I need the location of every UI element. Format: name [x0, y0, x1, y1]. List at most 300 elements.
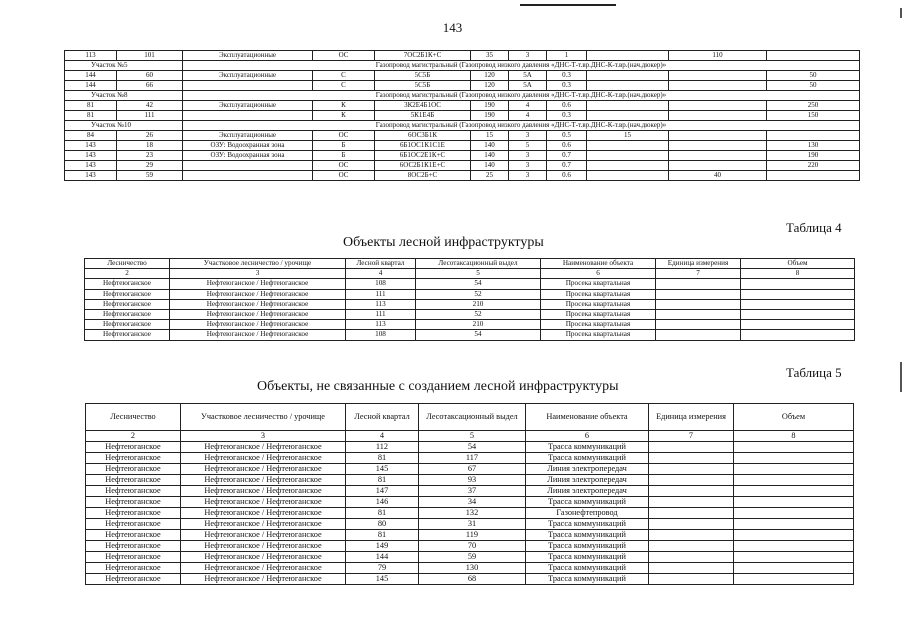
table-cell: [741, 299, 855, 309]
table-cell: [587, 151, 669, 161]
column-header: Лесничество: [86, 404, 181, 431]
table-cell: 52: [416, 310, 541, 320]
table-cell: [669, 81, 767, 91]
table-cell: Нефтеюганское: [86, 453, 181, 464]
table-row: [65, 141, 860, 151]
table-cell: 113: [346, 299, 416, 309]
table-cell: Нефтеюганское: [86, 464, 181, 475]
table-cell: 144: [65, 81, 117, 91]
table-cell: 117: [419, 453, 526, 464]
section-label: Участок №8: [65, 91, 183, 101]
table-cell: 111: [346, 310, 416, 320]
table-cell: 68: [419, 574, 526, 585]
table-cell: 18: [117, 141, 183, 151]
table-row: [85, 299, 855, 309]
table-row: [86, 453, 854, 464]
table-cell: 6Б1ОС2Е1К+С: [375, 151, 471, 161]
table-cell: [183, 171, 313, 181]
table-cell: 220: [767, 161, 860, 171]
table-cell: 59: [117, 171, 183, 181]
table-cell: ОС: [313, 161, 375, 171]
table-cell: [741, 289, 855, 299]
table-cell: Эксплуатационные: [183, 131, 313, 141]
table-cell: 130: [767, 141, 860, 151]
table-cell: 190: [471, 101, 509, 111]
table-cell: [656, 330, 741, 340]
table-cell: 3К2Е4Б1ОС: [375, 101, 471, 111]
table-cell: 113: [346, 320, 416, 330]
table-row: [85, 279, 855, 289]
table-cell: Нефтеюганское: [86, 563, 181, 574]
table-cell: Нефтеюганское / Нефтеюганское: [181, 464, 346, 475]
table-cell: 120: [471, 71, 509, 81]
table-cell: [734, 508, 854, 519]
table-cell: 81: [346, 530, 419, 541]
table-cell: [587, 111, 669, 121]
table-cell: 146: [346, 497, 419, 508]
table-cell: Нефтеюганское: [86, 552, 181, 563]
scan-edge-mark: [900, 362, 902, 392]
table-cell: [649, 464, 734, 475]
column-number: 4: [346, 431, 419, 442]
column-header: Единица измерения: [649, 404, 734, 431]
table-row: [86, 574, 854, 585]
table-cell: 190: [767, 151, 860, 161]
table-cell: Трасса коммуникаций: [526, 453, 649, 464]
table-cell: [656, 299, 741, 309]
table-cell: Трасса коммуникаций: [526, 563, 649, 574]
column-number-row: [85, 269, 855, 279]
table-cell: [587, 141, 669, 151]
table-cell: [734, 574, 854, 585]
table-cell: [649, 530, 734, 541]
column-number: 5: [416, 269, 541, 279]
table-cell: 5К1Е4Б: [375, 111, 471, 121]
table-cell: [669, 101, 767, 111]
table-cell: 3: [509, 161, 547, 171]
table-cell: 35: [471, 51, 509, 61]
column-number: 2: [85, 269, 170, 279]
table-cell: Нефтеюганское / Нефтеюганское: [181, 519, 346, 530]
column-header: Лесной квартал: [346, 404, 419, 431]
table-cell: Просека квартальная: [541, 299, 656, 309]
table-cell: Нефтеюганское: [86, 530, 181, 541]
table-cell: 1: [547, 51, 587, 61]
column-number: 3: [170, 269, 346, 279]
table-cell: [734, 464, 854, 475]
table-cell: 5А: [509, 71, 547, 81]
table-cell: Б: [313, 151, 375, 161]
table-cell: 34: [419, 497, 526, 508]
table-cell: 145: [346, 574, 419, 585]
table-cell: Газонефтепровод: [526, 508, 649, 519]
column-number: 2: [86, 431, 181, 442]
table-cell: [734, 552, 854, 563]
table-row: [85, 289, 855, 299]
table-cell: Нефтеюганское / Нефтеюганское: [181, 486, 346, 497]
table-cell: 81: [65, 101, 117, 111]
table-cell: Трасса коммуникаций: [526, 552, 649, 563]
table-cell: Нефтеюганское / Нефтеюганское: [181, 552, 346, 563]
table-row: [86, 541, 854, 552]
scan-edge-mark: [900, 8, 902, 18]
table-cell: 7ОС2Б1К+С: [375, 51, 471, 61]
table-cell: 140: [471, 151, 509, 161]
table-cell: 59: [419, 552, 526, 563]
table-cell: [656, 310, 741, 320]
table-cell: 54: [416, 330, 541, 340]
table-row: [65, 101, 860, 111]
section-label: Участок №10: [65, 121, 183, 131]
table-cell: 113: [65, 51, 117, 61]
table-row: [86, 464, 854, 475]
table-cell: 0.6: [547, 171, 587, 181]
non-infrastructure-objects-table: [85, 403, 854, 585]
table-cell: 8ОС2Б+С: [375, 171, 471, 181]
table-cell: 4: [509, 111, 547, 121]
table-cell: [741, 310, 855, 320]
table-cell: 143: [65, 141, 117, 151]
table-cell: [767, 51, 860, 61]
table5-label: Таблица 5: [786, 365, 842, 380]
table-cell: Нефтеюганское: [86, 442, 181, 453]
table-cell: 150: [767, 111, 860, 121]
table-row: [86, 475, 854, 486]
table-cell: [734, 486, 854, 497]
table-cell: 101: [117, 51, 183, 61]
table-cell: 50: [767, 71, 860, 81]
table-cell: 66: [117, 81, 183, 91]
table-row: [86, 486, 854, 497]
table-row: [86, 563, 854, 574]
table-cell: 0.6: [547, 141, 587, 151]
table-cell: Нефтеюганское / Нефтеюганское: [170, 279, 346, 289]
table-cell: Трасса коммуникаций: [526, 530, 649, 541]
table-cell: 120: [471, 81, 509, 91]
column-header: Единица измерения: [656, 259, 741, 269]
table-cell: ОС: [313, 171, 375, 181]
table-row: [85, 330, 855, 340]
table-cell: Нефтеюганское: [86, 508, 181, 519]
table-cell: ОЗУ: Водоохранная зона: [183, 151, 313, 161]
table-cell: 108: [346, 330, 416, 340]
table-cell: [669, 131, 767, 141]
forest-infrastructure-table: [84, 258, 855, 341]
table-cell: Трасса коммуникаций: [526, 497, 649, 508]
column-header: Объем: [734, 404, 854, 431]
table-cell: Просека квартальная: [541, 310, 656, 320]
table-cell: Просека квартальная: [541, 320, 656, 330]
table-cell: К: [313, 101, 375, 111]
table-cell: 111: [346, 289, 416, 299]
section-text: Газопровод магистральный (Газопровод низкого давления «ДНС-Т-т.вр.ДНС-К-т.вр.(нач.дюкер)»: [183, 61, 860, 71]
table-cell: 54: [419, 442, 526, 453]
table-cell: [649, 508, 734, 519]
column-number: 7: [649, 431, 734, 442]
table-cell: Нефтеюганское / Нефтеюганское: [170, 310, 346, 320]
table-cell: Нефтеюганское / Нефтеюганское: [181, 563, 346, 574]
table-cell: ОЗУ: Водоохранная зона: [183, 141, 313, 151]
column-header: Наименование объекта: [526, 404, 649, 431]
table-cell: 0.5: [547, 131, 587, 141]
table-cell: [587, 161, 669, 171]
table-cell: Нефтеюганское: [85, 289, 170, 299]
column-header: Лесотаксационный выдел: [416, 259, 541, 269]
table-cell: [669, 151, 767, 161]
top-rule: [520, 4, 616, 6]
table-cell: 5А: [509, 81, 547, 91]
table-cell: 210: [416, 299, 541, 309]
column-number: 6: [526, 431, 649, 442]
section-label: Участок №5: [65, 61, 183, 71]
table-cell: Нефтеюганское: [86, 541, 181, 552]
table-cell: 81: [346, 475, 419, 486]
table-cell: 190: [471, 111, 509, 121]
table-cell: 0.6: [547, 101, 587, 111]
table-cell: [649, 497, 734, 508]
table-cell: Просека квартальная: [541, 279, 656, 289]
table-cell: [767, 171, 860, 181]
table-cell: 84: [65, 131, 117, 141]
table-cell: Нефтеюганское / Нефтеюганское: [181, 453, 346, 464]
forest-plots-table: [64, 50, 860, 181]
column-number: 7: [656, 269, 741, 279]
table-cell: Нефтеюганское: [86, 475, 181, 486]
table-cell: 6ОС2Б1К1Е+С: [375, 161, 471, 171]
table-cell: Нефтеюганское: [86, 519, 181, 530]
table-cell: Линия электропередач: [526, 464, 649, 475]
table-cell: 0.3: [547, 71, 587, 81]
table-cell: 26: [117, 131, 183, 141]
table-cell: 0.3: [547, 81, 587, 91]
table-cell: Эксплуатационные: [183, 101, 313, 111]
page-number: 143: [442, 20, 463, 35]
table-cell: 42: [117, 101, 183, 111]
table-cell: ОС: [313, 131, 375, 141]
table-cell: [649, 541, 734, 552]
table-cell: 81: [65, 111, 117, 121]
table-row: [86, 442, 854, 453]
table-cell: 143: [65, 151, 117, 161]
table-cell: 111: [117, 111, 183, 121]
table-cell: 5: [509, 141, 547, 151]
table-cell: Нефтеюганское: [85, 330, 170, 340]
table-row: [65, 71, 860, 81]
table-cell: Линия электропередач: [526, 475, 649, 486]
table-cell: 25: [471, 171, 509, 181]
table-cell: [587, 101, 669, 111]
table-cell: [649, 442, 734, 453]
table-cell: 60: [117, 71, 183, 81]
header-row: [86, 404, 854, 431]
table-cell: 15: [587, 131, 669, 141]
table-cell: Б: [313, 141, 375, 151]
table-cell: Нефтеюганское / Нефтеюганское: [181, 541, 346, 552]
column-header: Объем: [741, 259, 855, 269]
table-cell: Нефтеюганское / Нефтеюганское: [170, 299, 346, 309]
table-cell: [734, 563, 854, 574]
table-cell: [656, 279, 741, 289]
table-row: [65, 161, 860, 171]
table-cell: 5С5Б: [375, 81, 471, 91]
table-cell: [183, 111, 313, 121]
table-cell: 108: [346, 279, 416, 289]
table-cell: Нефтеюганское / Нефтеюганское: [181, 530, 346, 541]
table-cell: 23: [117, 151, 183, 161]
section-row: [65, 121, 860, 131]
table-cell: 40: [669, 171, 767, 181]
table-cell: [734, 497, 854, 508]
table-cell: 3: [509, 171, 547, 181]
column-number: 3: [181, 431, 346, 442]
table-cell: Нефтеюганское / Нефтеюганское: [170, 330, 346, 340]
table-cell: Трасса коммуникаций: [526, 442, 649, 453]
table-cell: 29: [117, 161, 183, 171]
table4-title: Объекты лесной инфраструктуры: [343, 235, 544, 250]
table-cell: Трасса коммуникаций: [526, 574, 649, 585]
table-cell: [183, 161, 313, 171]
table-cell: Нефтеюганское / Нефтеюганское: [181, 574, 346, 585]
table-cell: Просека квартальная: [541, 330, 656, 340]
table-row: [86, 508, 854, 519]
column-header: Лесничество: [85, 259, 170, 269]
table-cell: [649, 574, 734, 585]
table-cell: [734, 530, 854, 541]
table4-label: Таблица 4: [786, 220, 842, 235]
table-cell: [656, 289, 741, 299]
table-cell: Нефтеюганское: [85, 320, 170, 330]
table-cell: 130: [419, 563, 526, 574]
table-cell: 15: [471, 131, 509, 141]
table-cell: [649, 486, 734, 497]
table-cell: 210: [416, 320, 541, 330]
table-cell: Нефтеюганское / Нефтеюганское: [170, 289, 346, 299]
table-cell: 0.3: [547, 111, 587, 121]
table-cell: 145: [346, 464, 419, 475]
table-cell: С: [313, 81, 375, 91]
table-cell: [734, 541, 854, 552]
table-cell: 144: [346, 552, 419, 563]
table-cell: 144: [65, 71, 117, 81]
table-cell: Нефтеюганское / Нефтеюганское: [181, 475, 346, 486]
column-header: Участковое лесничество / урочище: [170, 259, 346, 269]
table-cell: [649, 453, 734, 464]
table-cell: 140: [471, 161, 509, 171]
table-cell: 112: [346, 442, 419, 453]
table-cell: С: [313, 71, 375, 81]
table-cell: 132: [419, 508, 526, 519]
table-row: [65, 171, 860, 181]
table-cell: 81: [346, 508, 419, 519]
table-cell: [734, 475, 854, 486]
table-cell: [741, 330, 855, 340]
section-text: Газопровод магистральный (Газопровод низкого давления «ДНС-Т-т.вр.ДНС-К-т.вр.(нач.дюкер)»: [183, 121, 860, 131]
table-cell: [669, 71, 767, 81]
table-cell: 119: [419, 530, 526, 541]
table-cell: 140: [471, 141, 509, 151]
column-number: 8: [734, 431, 854, 442]
table-cell: [587, 171, 669, 181]
table-cell: [669, 141, 767, 151]
section-row: [65, 61, 860, 71]
table-cell: [767, 131, 860, 141]
table-cell: 54: [416, 279, 541, 289]
table-cell: Линия электропередач: [526, 486, 649, 497]
table-cell: [734, 519, 854, 530]
table-cell: 0.7: [547, 151, 587, 161]
table-cell: Нефтеюганское: [86, 574, 181, 585]
table-cell: 31: [419, 519, 526, 530]
table-cell: [587, 51, 669, 61]
table-cell: 50: [767, 81, 860, 91]
table-row: [65, 51, 860, 61]
table-cell: 70: [419, 541, 526, 552]
table-cell: 3: [509, 51, 547, 61]
table-cell: 81: [346, 453, 419, 464]
table5-title: Объекты, не связанные с созданием лесной инфраструктуры: [257, 379, 619, 394]
table-cell: 52: [416, 289, 541, 299]
table-cell: Нефтеюганское: [85, 279, 170, 289]
table-cell: Нефтеюганское / Нефтеюганское: [181, 497, 346, 508]
table-row: [86, 519, 854, 530]
table-cell: [649, 552, 734, 563]
table-cell: 110: [669, 51, 767, 61]
table-cell: ОС: [313, 51, 375, 61]
table-cell: 250: [767, 101, 860, 111]
table-cell: [649, 563, 734, 574]
table-cell: [587, 81, 669, 91]
table-row: [65, 131, 860, 141]
table-cell: Трасса коммуникаций: [526, 541, 649, 552]
table-cell: 3: [509, 131, 547, 141]
table-row: [65, 81, 860, 91]
table-cell: Нефтеюганское: [86, 486, 181, 497]
table-cell: Нефтеюганское: [86, 497, 181, 508]
table-cell: 93: [419, 475, 526, 486]
table-cell: [734, 442, 854, 453]
table-cell: [587, 71, 669, 81]
table-cell: 147: [346, 486, 419, 497]
table-row: [86, 552, 854, 563]
column-number: 6: [541, 269, 656, 279]
table-cell: [183, 81, 313, 91]
table-cell: 4: [509, 101, 547, 111]
table-cell: 6Б1ОС1К1С1Е: [375, 141, 471, 151]
table-cell: 37: [419, 486, 526, 497]
table-row: [65, 111, 860, 121]
table-cell: [669, 111, 767, 121]
column-header: Участковое лесничество / урочище: [181, 404, 346, 431]
column-number: 5: [419, 431, 526, 442]
table-cell: Эксплуатационные: [183, 71, 313, 81]
table-cell: [649, 475, 734, 486]
header-row: [85, 259, 855, 269]
table-cell: [669, 161, 767, 171]
table-cell: 143: [65, 161, 117, 171]
table-cell: 0.7: [547, 161, 587, 171]
column-header: Наименование объекта: [541, 259, 656, 269]
table-cell: Нефтеюганское: [85, 299, 170, 309]
table-cell: 3: [509, 151, 547, 161]
table-row: [86, 497, 854, 508]
column-number: 4: [346, 269, 416, 279]
column-header: Лесотаксационный выдел: [419, 404, 526, 431]
column-header: Лесной квартал: [346, 259, 416, 269]
table-cell: Нефтеюганское / Нефтеюганское: [181, 442, 346, 453]
table-row: [85, 320, 855, 330]
table-cell: [741, 320, 855, 330]
table-row: [85, 310, 855, 320]
